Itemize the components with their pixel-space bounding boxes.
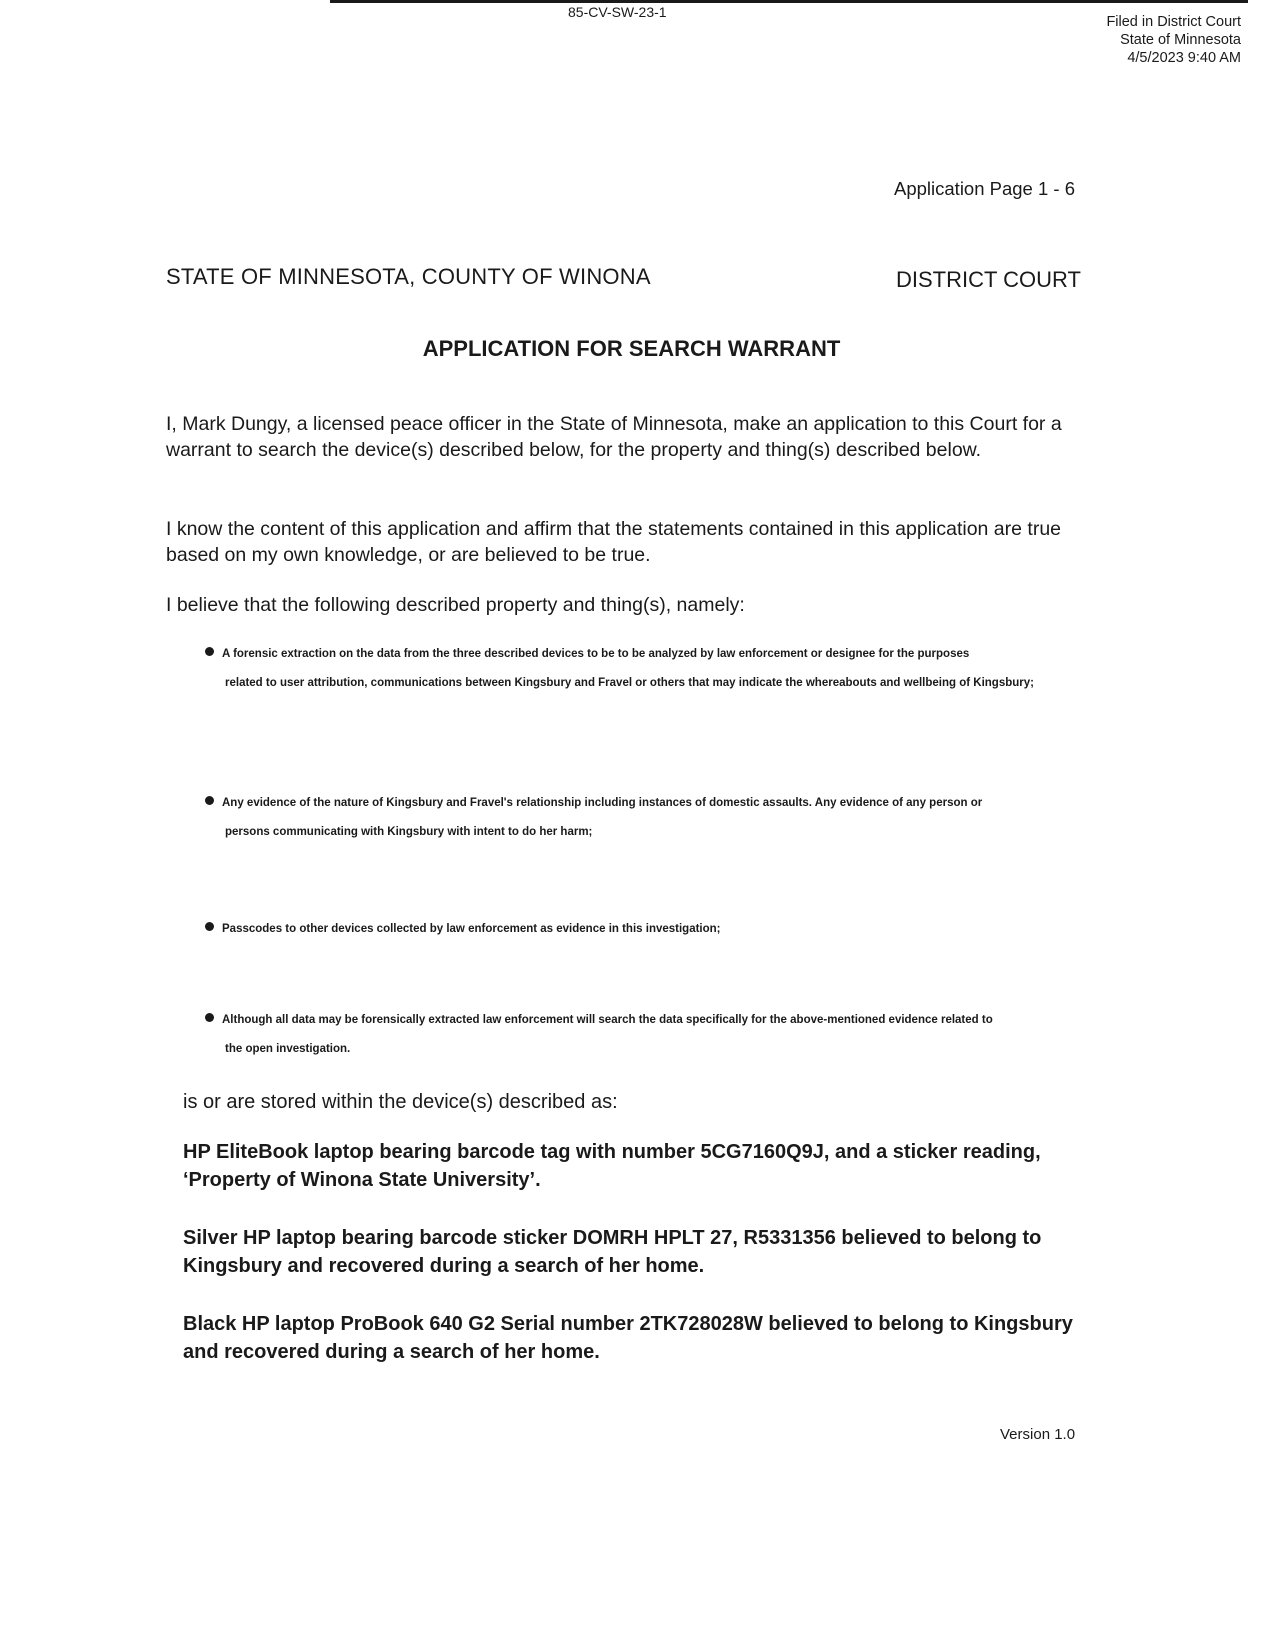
device-description: HP EliteBook laptop bearing barcode tag with number 5CG7160Q9J, and a sticker reading, ‘Property of Winona State University’. (183, 1141, 1041, 1191)
evidence-bullet (205, 640, 1075, 698)
top-rule (330, 0, 1248, 3)
bullet-icon (205, 796, 214, 805)
bullet-text: Passcodes to other devices collected by law enforcement as evidence in this investigation; (222, 923, 721, 935)
evidence-bullet (205, 1006, 1075, 1064)
filing-stamp-state: State of Minnesota (1120, 32, 1241, 48)
filing-stamp (1106, 13, 1241, 67)
evidence-bullet (205, 915, 1075, 944)
intro-paragraph: I, Mark Dungy, a licensed peace officer in the State of Minnesota, make an application to this Court for a warrant to search the device(s) described below, for the property and thing(s) described below. (166, 413, 1062, 461)
affirmation-paragraph: I know the content of this application and affirm that the statements contained in this application are true based on my own knowledge, or are believed to be true. (166, 518, 1062, 566)
bullet-icon (205, 1013, 214, 1022)
document-title: APPLICATION FOR SEARCH WARRANT (422, 336, 841, 361)
evidence-bullet (205, 789, 1075, 847)
filing-stamp-datetime: 4/5/2023 9:40 AM (1127, 50, 1241, 66)
bullet-icon (205, 922, 214, 931)
bullet-text: Although all data may be forensically extracted law enforcement will search the data specifically for the above-mentioned evidence related to (222, 1014, 993, 1026)
bullet-icon (205, 647, 214, 656)
bullet-text-continued: persons communicating with Kingsbury with intent to do her harm; (225, 826, 593, 838)
belief-paragraph: I believe that the following described property and thing(s), namely: (166, 594, 745, 616)
bullet-text-continued: related to user attribution, communications between Kingsbury and Fravel or others that may indicate the whereabouts and wellbeing of Kingsbury; (225, 677, 1034, 689)
caption-court: DISTRICT COURT (896, 267, 1081, 292)
bullet-text: A forensic extraction on the data from the three described devices to be to be analyzed by law enforcement or designee for the purposes (222, 648, 970, 660)
device-description: Black HP laptop ProBook 640 G2 Serial number 2TK728028W believed to belong to Kingsbury and recovered during a search of her home. (183, 1313, 1073, 1363)
bullet-text-continued: the open investigation. (225, 1043, 351, 1055)
bullet-text: Any evidence of the nature of Kingsbury and Fravel's relationship including instances of domestic assaults. Any evidence of any person or (222, 797, 983, 809)
caption-venue: STATE OF MINNESOTA, COUNTY OF WINONA (166, 264, 651, 289)
application-page-label: Application Page 1 - 6 (894, 178, 1076, 199)
case-number: 85-CV-SW-23-1 (568, 4, 667, 20)
device-description: Silver HP laptop bearing barcode sticker DOMRH HPLT 27, R5331356 believed to belong to Kingsbury and recovered during a search of her home. (183, 1227, 1042, 1277)
version-label: Version 1.0 (1000, 1426, 1076, 1443)
stored-intro: is or are stored within the device(s) described as: (183, 1091, 618, 1113)
filing-stamp-court: Filed in District Court (1106, 14, 1241, 30)
